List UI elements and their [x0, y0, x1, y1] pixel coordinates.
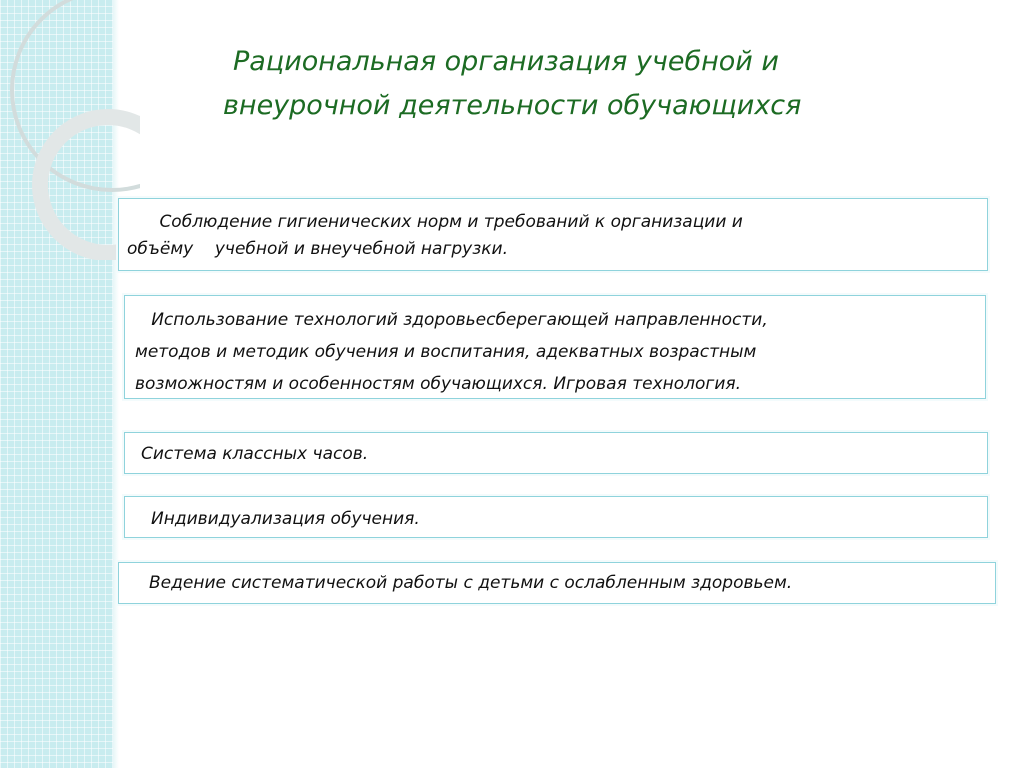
title-line-2: внеурочной деятельности обучающихся: [223, 90, 802, 121]
decorative-ring-large: [12, 0, 140, 190]
title-line-1: Рациональная организация учебной и: [233, 46, 779, 77]
item-box-technologies: [124, 295, 986, 399]
item-text: Соблюдение гигиенических норм и требований к организации и объёму учебной и внеучебной нагрузки.: [127, 212, 743, 259]
slide-title: [140, 40, 1000, 128]
item-text: Ведение систематической работы с детьми с ослабленным здоровьем.: [149, 573, 793, 593]
item-text: Использование технологий здоровьесберегающей направленности, методов и методик обучения и воспитания, адекватных возрастным возможностям и особенностям обучающихся. Игровая технология.: [135, 310, 768, 394]
item-box-class-hours: [124, 432, 988, 474]
item-text: Система классных часов.: [141, 444, 369, 464]
item-box-hygiene: [118, 198, 988, 271]
item-box-individualization: [124, 496, 988, 538]
item-box-systematic-work: [118, 562, 996, 604]
item-text: Индивидуализация обучения.: [151, 509, 420, 529]
